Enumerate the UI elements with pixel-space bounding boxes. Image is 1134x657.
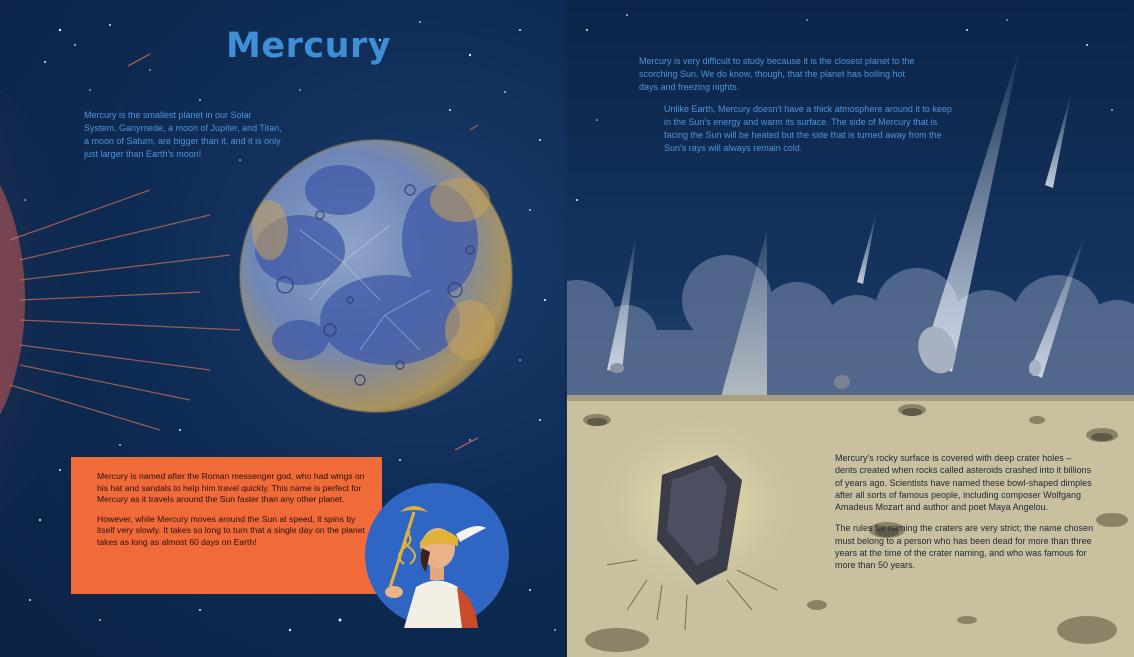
surface-paragraph-1: Mercury's rocky surface is covered with deep crater holes – dents created when rocks called asteroids crashed into it billions of years ago. Scientists have named these bowl-shaped dimples after all sorts of famous people, including composer Wolfgang Amadeus Mozart and author and poet Maya Angelou. (835, 453, 1092, 513)
surface-text-block (835, 452, 1095, 581)
right-paragraph-1: Mercury is very difficult to study because it is the closest planet to the scorching Sun. We do know, though, that the planet has boiling hot days and freezing nights. (639, 56, 915, 92)
fact-box-paragraph-2: However, while Mercury moves around the Sun at speed, it spins by itself very slowly. It takes so long to turn that a single day on the planet takes as long as almost 60 days on Earth! (97, 513, 365, 547)
intro-paragraph: Mercury is the smallest planet in our Solar System. Ganymede, a moon of Jupiter, and Titan, a moon of Saturn, are bigger than it, and it is only just larger than Earth's moon! (84, 110, 282, 159)
fact-box (71, 457, 382, 594)
surface-paragraph-2: The rules for naming the craters are very strict; the name chosen must belong to a person who has been dead for more than three years at the time of the crater naming, and who was famous for more than 50 years. (835, 523, 1094, 571)
page-title: Mercury (226, 26, 392, 66)
hermes-medallion-illustration (364, 482, 510, 628)
fact-box-paragraph-1: Mercury is named after the Roman messenger god, who had wings on his hat and sandals to help him travel quickly. This name is perfect for Mercury as it travels around the Sun faster than any other planet. (97, 471, 365, 504)
right-page (567, 0, 1134, 657)
mercury-planet-illustration (240, 140, 512, 412)
right-paragraph-2: Unlike Earth, Mercury doesn't have a thick atmosphere around it to keep in the Sun's energy and warm its surface. The side of Mercury that is facing the Sun will be heated but the side that is turned away from the Sun's rays will always remain cold. (664, 104, 952, 153)
